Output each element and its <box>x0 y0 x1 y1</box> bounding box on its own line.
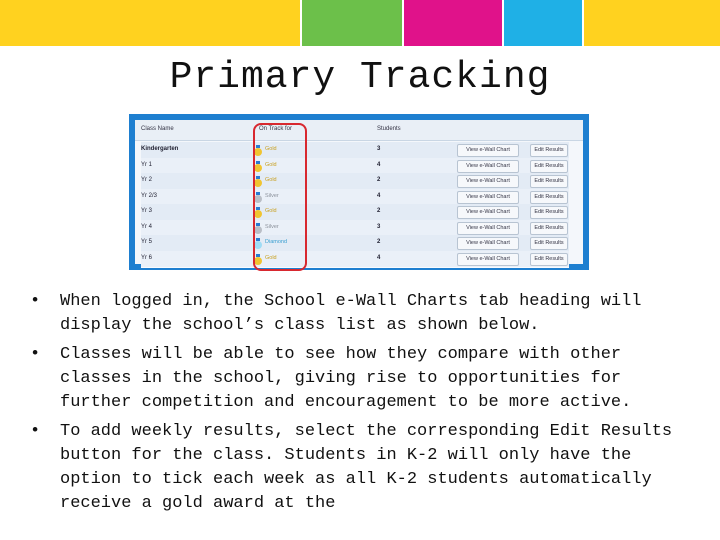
students-count: 2 <box>377 208 381 214</box>
on-track-level: Gold <box>265 208 277 214</box>
view-wall-chart-button[interactable]: View e-Wall Chart <box>457 253 519 266</box>
class-name-cell: Yr 3 <box>141 208 153 214</box>
class-name-cell: Yr 4 <box>141 223 153 230</box>
view-wall-chart-button[interactable]: View e-Wall Chart <box>457 160 519 173</box>
students-count: 2 <box>377 177 381 183</box>
table-row <box>141 235 569 252</box>
table-row <box>141 158 569 175</box>
on-track-level: Silver <box>265 223 279 230</box>
edit-results-button[interactable]: Edit Results <box>530 237 568 250</box>
table-header <box>135 120 583 141</box>
bullet-dot-icon: • <box>30 345 41 364</box>
on-track-level: Gold <box>265 254 277 261</box>
on-track-level: Gold <box>265 177 277 183</box>
color-band-1 <box>0 0 300 46</box>
color-band-4 <box>504 0 582 46</box>
color-band-3 <box>404 0 502 46</box>
on-track-highlight <box>253 123 307 271</box>
bullet-text: To add weekly results, select the corresponding Edit Results button for the class. Students in K-2 will only have the option to tick each week as all K-2 students automatically receive a gold award at the <box>60 422 673 513</box>
class-name-cell: Yr 2 <box>141 177 153 183</box>
students-count: 4 <box>377 254 381 261</box>
bullet-text: When logged in, the School e-Wall Charts tab heading will display the school’s class list as shown below. <box>60 292 642 335</box>
view-wall-chart-button[interactable]: View e-Wall Chart <box>457 222 519 235</box>
table-row <box>141 204 569 221</box>
students-count: 4 <box>377 192 381 199</box>
class-name-cell: Kindergarten <box>141 146 179 152</box>
bullet-item <box>30 290 700 338</box>
header-class-name: Class Name <box>141 126 174 132</box>
class-list-screenshot <box>129 114 589 270</box>
bullet-item <box>30 420 700 516</box>
edit-results-button[interactable]: Edit Results <box>530 144 568 157</box>
class-name-cell: Yr 6 <box>141 254 153 261</box>
students-count: 4 <box>377 161 381 168</box>
edit-results-button[interactable]: Edit Results <box>530 160 568 173</box>
edit-results-button[interactable]: Edit Results <box>530 206 568 219</box>
table-row <box>141 251 569 268</box>
header-on-track: On Track for <box>259 126 293 132</box>
students-count: 3 <box>377 146 381 152</box>
header-students: Students <box>377 126 401 132</box>
students-count: 2 <box>377 239 381 245</box>
on-track-level: Silver <box>265 192 279 199</box>
edit-results-button[interactable]: Edit Results <box>530 222 568 235</box>
edit-results-button[interactable]: Edit Results <box>530 253 568 266</box>
on-track-level: Gold <box>265 161 277 168</box>
edit-results-button[interactable]: Edit Results <box>530 191 568 204</box>
table-row <box>141 189 569 206</box>
bullet-text: Classes will be able to see how they compare with other classes in the school, giving rise to opportunities for further competition and encouragement to be more active. <box>60 345 632 412</box>
bullet-dot-icon: • <box>30 422 41 441</box>
color-band-5 <box>584 0 720 46</box>
class-name-cell: Yr 5 <box>141 239 153 245</box>
table-row <box>141 173 569 190</box>
color-band-2 <box>302 0 402 46</box>
class-name-cell: Yr 2/3 <box>141 192 158 199</box>
class-name-cell: Yr 1 <box>141 161 153 168</box>
bullet-dot-icon: • <box>30 292 41 311</box>
view-wall-chart-button[interactable]: View e-Wall Chart <box>457 206 519 219</box>
bullet-list <box>30 290 700 521</box>
class-list-panel <box>135 120 583 264</box>
view-wall-chart-button[interactable]: View e-Wall Chart <box>457 175 519 188</box>
table-row <box>141 142 569 159</box>
bullet-item <box>30 343 700 415</box>
students-count: 3 <box>377 223 381 230</box>
slide-title: Primary Tracking <box>169 56 551 99</box>
edit-results-button[interactable]: Edit Results <box>530 175 568 188</box>
table-row <box>141 220 569 237</box>
view-wall-chart-button[interactable]: View e-Wall Chart <box>457 144 519 157</box>
view-wall-chart-button[interactable]: View e-Wall Chart <box>457 191 519 204</box>
view-wall-chart-button[interactable]: View e-Wall Chart <box>457 237 519 250</box>
on-track-level: Diamond <box>265 239 288 245</box>
on-track-level: Gold <box>265 146 277 152</box>
